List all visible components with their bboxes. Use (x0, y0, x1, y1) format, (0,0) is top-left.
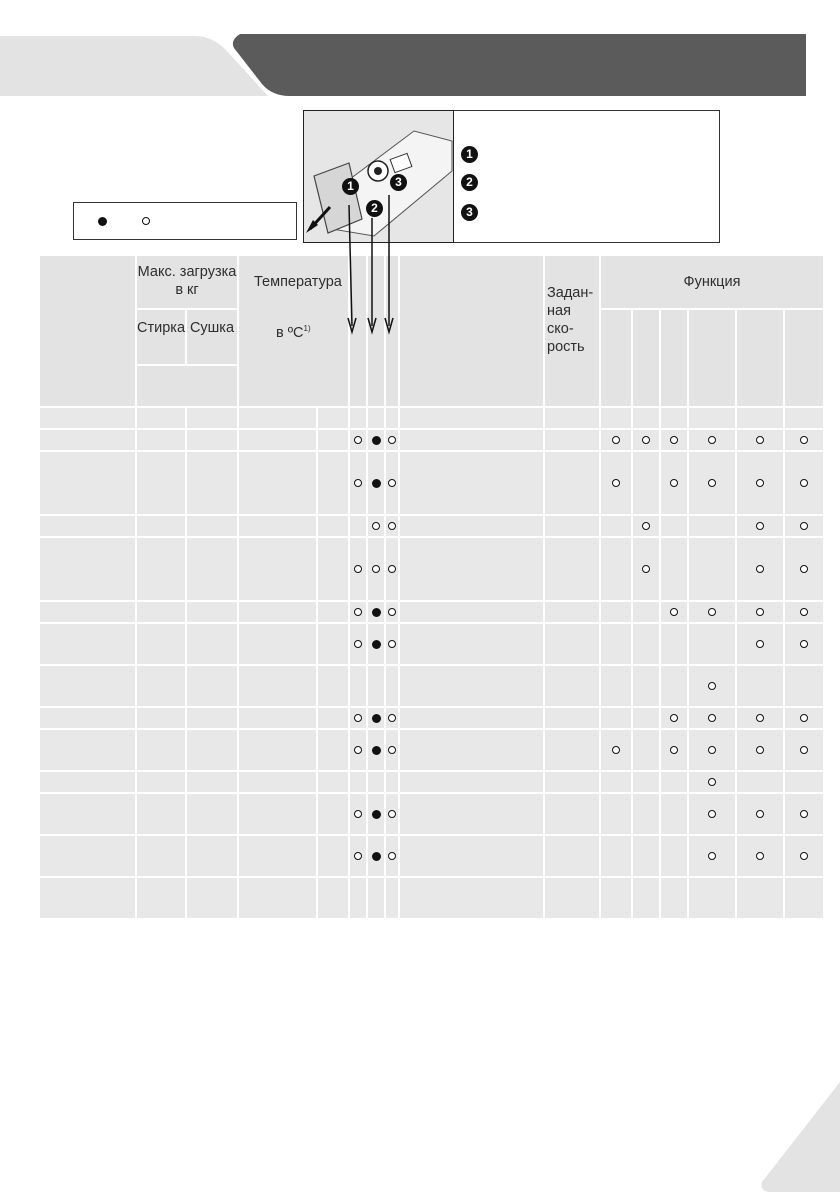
table-cell (187, 772, 237, 792)
table-cell (661, 794, 687, 834)
table-cell (601, 538, 631, 600)
hollow-dot-icon (354, 436, 362, 444)
table-cell (689, 538, 735, 600)
table-cell (239, 708, 316, 728)
filled-dot-icon (372, 479, 381, 488)
hollow-dot-icon (708, 810, 716, 818)
table-cell (318, 452, 348, 514)
hollow-dot-icon (354, 479, 362, 487)
hollow-dot-icon (800, 565, 808, 573)
table-cell (737, 408, 783, 428)
table-cell (318, 878, 348, 918)
table-cell (400, 666, 543, 706)
table-cell (689, 408, 735, 428)
table-cell (137, 772, 185, 792)
table-cell (545, 836, 599, 876)
table-cell (737, 666, 783, 706)
table-cell (137, 878, 185, 918)
table-cell (187, 878, 237, 918)
table-cell (40, 708, 135, 728)
table-cell (318, 666, 348, 706)
table-cell (368, 408, 384, 428)
table-cell (661, 772, 687, 792)
table-cell (350, 408, 366, 428)
table-cell (545, 516, 599, 536)
table-cell (40, 772, 135, 792)
header-spin: Задан-ная ско-рость (547, 285, 594, 355)
table-cell (40, 730, 135, 770)
table-cell (661, 836, 687, 876)
table-cell (400, 452, 543, 514)
table-cell (318, 730, 348, 770)
temperature-footnote: 1) (303, 324, 311, 333)
header-function: Функция (683, 274, 741, 290)
drawer-badge-1: 1 (342, 178, 359, 195)
table-cell (187, 538, 237, 600)
table-cell (400, 730, 543, 770)
hollow-dot-icon (756, 608, 764, 616)
hollow-dot-icon (388, 608, 396, 616)
header-function-sub-6 (785, 310, 823, 406)
table-cell (318, 408, 348, 428)
hollow-dot-icon (800, 640, 808, 648)
page-corner-tab (760, 1082, 840, 1192)
table-cell (633, 730, 659, 770)
header-temperature-unit (276, 320, 311, 342)
table-cell (400, 772, 543, 792)
hollow-dot-icon (354, 746, 362, 754)
hollow-dot-icon (708, 714, 716, 722)
header-compartment-cell-3 (386, 256, 398, 406)
table-cell (689, 878, 735, 918)
hollow-dot-icon (708, 778, 716, 786)
table-cell (40, 794, 135, 834)
table-cell (368, 878, 384, 918)
dark-tab (233, 34, 806, 96)
table-cell (400, 602, 543, 622)
hollow-dot-icon (670, 479, 678, 487)
table-cell (40, 516, 135, 536)
table-cell (785, 666, 823, 706)
table-cell (545, 794, 599, 834)
table-cell (137, 430, 185, 450)
hollow-dot-icon (642, 565, 650, 573)
table-cell (545, 878, 599, 918)
table-cell (400, 430, 543, 450)
hollow-dot-icon (756, 522, 764, 530)
hollow-dot-icon (388, 746, 396, 754)
table-cell (400, 878, 543, 918)
table-cell (601, 878, 631, 918)
hollow-dot-icon (354, 852, 362, 860)
header-function-sub-3 (661, 310, 687, 406)
filled-dot-icon (372, 436, 381, 445)
hollow-dot-icon (354, 640, 362, 648)
filled-dot-icon (372, 810, 381, 819)
table-cell (368, 666, 384, 706)
hollow-dot-icon (800, 810, 808, 818)
drawer-badge-3: 3 (390, 174, 407, 191)
drawer-illustration (303, 110, 454, 243)
table-cell (368, 772, 384, 792)
header-description-cell (400, 256, 543, 406)
hollow-dot-icon (800, 852, 808, 860)
hollow-dot-icon (800, 522, 808, 530)
table-cell (187, 730, 237, 770)
hollow-dot-icon (800, 746, 808, 754)
hollow-dot-icon (388, 714, 396, 722)
header-wash: Стирка (137, 320, 186, 336)
table-cell (661, 666, 687, 706)
programme-table (40, 256, 823, 916)
table-cell (386, 772, 398, 792)
legend-badge-2: 2 (461, 174, 478, 191)
hollow-dot-icon (670, 608, 678, 616)
table-cell (350, 772, 366, 792)
table-cell (785, 408, 823, 428)
header-function-sub-2 (633, 310, 659, 406)
table-cell (318, 624, 348, 664)
table-cell (350, 878, 366, 918)
table-cell (601, 666, 631, 706)
hollow-dot-icon (800, 714, 808, 722)
header-temperature: Температура (254, 274, 342, 290)
table-cell (318, 538, 348, 600)
hollow-dot-icon (670, 714, 678, 722)
table-cell (545, 772, 599, 792)
table-cell (239, 794, 316, 834)
drawer-drawing (304, 111, 454, 243)
light-tab (0, 36, 268, 96)
table-cell (187, 666, 237, 706)
table-cell (137, 794, 185, 834)
table-cell (633, 666, 659, 706)
table-cell (239, 430, 316, 450)
header-function-sub-1 (601, 310, 631, 406)
table-cell (633, 836, 659, 876)
table-cell (601, 836, 631, 876)
table-cell (137, 708, 185, 728)
hollow-dot-icon (388, 852, 396, 860)
table-cell (137, 538, 185, 600)
hollow-dot-icon (708, 608, 716, 616)
table-cell (239, 878, 316, 918)
table-cell (239, 538, 316, 600)
hollow-dot-icon (612, 746, 620, 754)
table-cell (187, 452, 237, 514)
hollow-dot-icon (354, 810, 362, 818)
hollow-dot-icon (756, 746, 764, 754)
hollow-dot-icon (388, 810, 396, 818)
header-compartment-cell-1 (350, 256, 366, 406)
table-cell (318, 708, 348, 728)
table-cell (239, 836, 316, 876)
hollow-dot-icon (354, 565, 362, 573)
table-cell (400, 794, 543, 834)
hollow-dot-icon (388, 640, 396, 648)
table-cell (661, 408, 687, 428)
table-cell (187, 624, 237, 664)
filled-dot-icon (98, 217, 107, 226)
header-load-sub-cell (137, 366, 237, 406)
temperature-unit-text: в ºC (276, 324, 304, 341)
table-cell (633, 794, 659, 834)
table-cell (633, 708, 659, 728)
table-cell (737, 878, 783, 918)
table-cell (40, 666, 135, 706)
table-cell (318, 794, 348, 834)
table-cell (737, 772, 783, 792)
table-cell (545, 538, 599, 600)
filled-dot-icon (372, 746, 381, 755)
hollow-dot-icon (670, 436, 678, 444)
table-cell (187, 430, 237, 450)
table-cell (601, 516, 631, 536)
table-cell (137, 836, 185, 876)
filled-dot-icon (372, 640, 381, 649)
table-cell (40, 430, 135, 450)
hollow-dot-icon (372, 522, 380, 530)
table-cell (661, 516, 687, 536)
table-cell (633, 878, 659, 918)
legend-badge-3: 3 (461, 204, 478, 221)
filled-dot-icon (372, 714, 381, 723)
table-cell (400, 708, 543, 728)
table-cell (545, 708, 599, 728)
table-cell (187, 602, 237, 622)
table-cell (633, 602, 659, 622)
table-cell (318, 772, 348, 792)
hollow-dot-icon (642, 522, 650, 530)
filled-dot-icon (372, 852, 381, 861)
table-cell (400, 408, 543, 428)
table-cell (545, 602, 599, 622)
table-cell (137, 602, 185, 622)
hollow-dot-icon (756, 436, 764, 444)
table-cell (386, 666, 398, 706)
hollow-dot-icon (372, 565, 380, 573)
table-cell (318, 836, 348, 876)
table-cell (785, 772, 823, 792)
table-cell (239, 602, 316, 622)
table-cell (661, 878, 687, 918)
header-function-sub-5 (737, 310, 783, 406)
table-cell (545, 666, 599, 706)
hollow-dot-icon (388, 436, 396, 444)
table-cell (601, 602, 631, 622)
table-cell (40, 408, 135, 428)
header-dry: Сушка (189, 320, 235, 336)
hollow-dot-icon (708, 436, 716, 444)
table-cell (633, 452, 659, 514)
hollow-dot-icon (670, 746, 678, 754)
hollow-dot-icon (756, 810, 764, 818)
table-cell (350, 516, 366, 536)
table-cell (187, 408, 237, 428)
hollow-dot-icon (708, 746, 716, 754)
table-cell (601, 772, 631, 792)
hollow-dot-icon (756, 565, 764, 573)
table-cell (137, 730, 185, 770)
table-cell (187, 794, 237, 834)
hollow-dot-icon (612, 436, 620, 444)
table-cell (386, 408, 398, 428)
hollow-dot-icon (388, 565, 396, 573)
table-cell (400, 516, 543, 536)
table-cell (661, 538, 687, 600)
header-function-sub-4 (689, 310, 735, 406)
table-cell (40, 538, 135, 600)
table-cell (545, 624, 599, 664)
legend-badge-1: 1 (461, 146, 478, 163)
table-cell (137, 624, 185, 664)
table-cell (545, 730, 599, 770)
hollow-dot-icon (354, 714, 362, 722)
table-cell (40, 602, 135, 622)
table-cell (400, 538, 543, 600)
table-cell (40, 878, 135, 918)
table-cell (40, 452, 135, 514)
hollow-dot-icon (708, 682, 716, 690)
table-cell (318, 602, 348, 622)
hollow-dot-icon (708, 852, 716, 860)
table-cell (239, 730, 316, 770)
table-cell (661, 624, 687, 664)
table-cell (187, 708, 237, 728)
table-cell (633, 772, 659, 792)
hollow-dot-icon (642, 436, 650, 444)
table-cell (601, 794, 631, 834)
table-cell (633, 408, 659, 428)
table-cell (239, 516, 316, 536)
table-cell (633, 624, 659, 664)
table-cell (350, 666, 366, 706)
hollow-dot-icon (612, 479, 620, 487)
table-cell (689, 624, 735, 664)
table-cell (137, 516, 185, 536)
table-cell (601, 708, 631, 728)
header-max-load: Макс. загрузка в кг (137, 264, 237, 298)
table-cell (40, 624, 135, 664)
hollow-dot-icon (756, 479, 764, 487)
table-cell (239, 452, 316, 514)
table-cell (318, 516, 348, 536)
hollow-dot-icon (800, 436, 808, 444)
table-cell (239, 772, 316, 792)
table-cell (400, 836, 543, 876)
table-cell (187, 836, 237, 876)
table-cell (239, 408, 316, 428)
hollow-dot-icon (354, 608, 362, 616)
header-compartment-cell-2 (368, 256, 384, 406)
table-cell (239, 624, 316, 664)
table-cell (785, 878, 823, 918)
hollow-dot-icon (800, 479, 808, 487)
header-programme-cell (40, 256, 135, 406)
hollow-dot-icon (142, 217, 150, 225)
drawer-legend (454, 110, 720, 243)
hollow-dot-icon (388, 522, 396, 530)
table-cell (318, 430, 348, 450)
table-cell (689, 516, 735, 536)
table-cell (40, 836, 135, 876)
hollow-dot-icon (756, 852, 764, 860)
hollow-dot-icon (756, 714, 764, 722)
table-cell (187, 516, 237, 536)
table-cell (601, 624, 631, 664)
table-cell (545, 430, 599, 450)
hollow-dot-icon (708, 479, 716, 487)
hollow-dot-icon (756, 640, 764, 648)
table-cell (239, 666, 316, 706)
table-cell (386, 878, 398, 918)
symbol-legend (73, 202, 297, 240)
table-cell (545, 408, 599, 428)
table-cell (545, 452, 599, 514)
hollow-dot-icon (800, 608, 808, 616)
table-cell (137, 452, 185, 514)
header-tabs (0, 0, 840, 110)
detergent-drawer-figure (303, 110, 720, 243)
filled-dot-icon (372, 608, 381, 617)
hollow-dot-icon (388, 479, 396, 487)
table-cell (400, 624, 543, 664)
table-cell (137, 666, 185, 706)
table-cell (137, 408, 185, 428)
drawer-badge-2: 2 (366, 200, 383, 217)
table-cell (601, 408, 631, 428)
